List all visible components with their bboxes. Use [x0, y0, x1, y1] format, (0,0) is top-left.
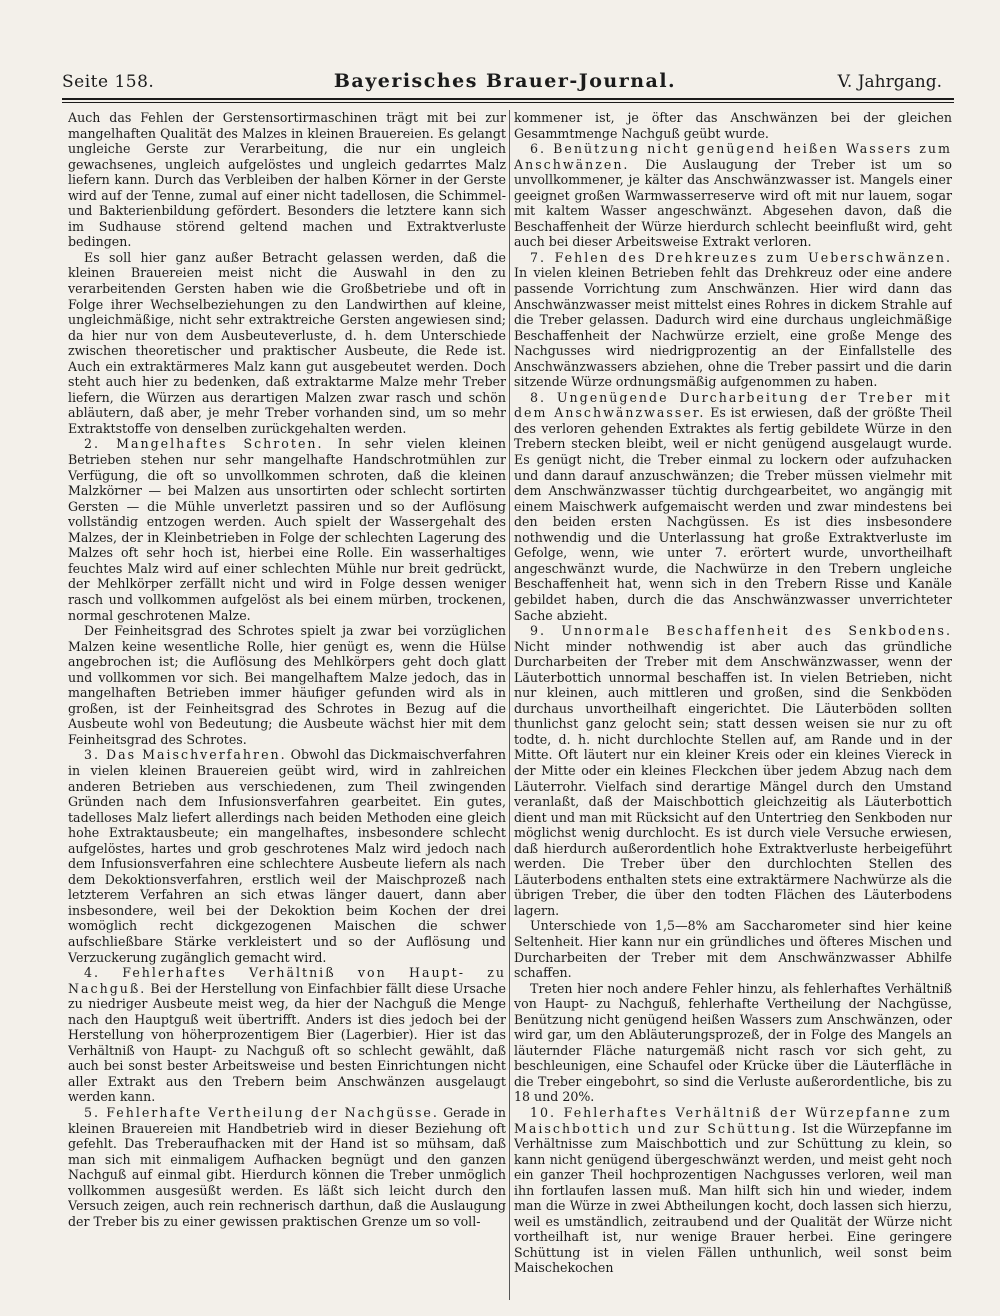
paragraph-text: Ist die Würzepfanne im Verhältnisse zum Maischbottich und zur Schüttung zu klein, so kann nicht genügend übergeschwänzt werden, und meist geht noch ein ganzer Theil hochprozentigen Nachgusses verloren, weil man ihn fortlaufen lassen muß. Man hilft sich hin und wieder, indem man die Würze in zwei Abtheilungen kocht, doch lassen sich hierzu, weil es umständlich, zeitraubend und der Qualität der Würze nicht vortheilhaft ist, nur wenige Brauer herbei. Eine geringere Schüttung ist in vielen Fällen unthunlich, weil sonst beim Maischekochen [514, 1120, 952, 1276]
paragraph-text: Bei der Herstellung von Einfachbier fällt diese Ursache zu niedriger Ausbeute meist weg, da hier der Nachguß die Menge nach den Hauptguß weit übertrifft. Anders ist dies jedoch bei der Herstellung von höherprozentigem Bier (Lagerbier). Hier ist das Verhältniß von Haupt- zu Nachguß oft so schlecht gewählt, daß auch bei sonst bester Arbeitsweise und besten Einrichtungen nicht aller Extrakt aus den Trebern beim Anschwänzen ausgelaugt werden kann. [68, 980, 506, 1105]
section-heading: 7. Fehlen des Drehkreuzes zum Ueberschwänzen. [530, 249, 952, 265]
section-heading: 10. Fehlerhaftes Verhältniß der Würzepfanne zum Maischbottich und zur Schüttung. [514, 1105, 952, 1136]
paragraph-text: Es soll hier ganz außer Betracht gelassen werden, daß die kleinen Brauereien meist nicht die Auswahl in den zu verarbeitenden Gersten haben wie die Großbetriebe und oft in Folge ihrer Wechselbeziehungen zu den Landwirthen auf kleine, ungleichmäßige, nicht sehr extraktreiche Gersten angewiesen sind; da hier nur von dem Ausbeuteverluste, d. h. dem Unterschiede zwischen theoretischer und praktischer Ausbeute, die Rede ist. Auch ein extraktärmeres Malz kann gut ausgebeutet werden. Doch steht auch hier zu bedenken, daß extraktarme Malze mehr Treber liefern, die Würzen aus derartigen Malzen zwar rasch und schön abläutern, daß aber, je mehr Treber vorhanden sind, um so mehr Extraktstoffe von denselben zurückgehalten werden. [68, 249, 506, 436]
paragraph-text: Die Auslaugung der Treber ist um so unvollkommener, je kälter das Anschwänzwasser ist. Mangels einer geeignet großen Warmwasserreserve wird oft mit nur lauem, sogar mit kaltem Wasser angeschwänzt. Abgesehen davon, daß die Beschaffenheit der Würze hierdurch schlecht beeinflußt wird, geht auch bei dieser Arbeitsweise Extrakt verloren. [514, 156, 952, 250]
paragraph [514, 250, 952, 390]
section-heading: 6. Benützung nicht genügend heißen Wassers zum Anschwänzen. [514, 141, 952, 172]
paragraph-text: In vielen kleinen Betrieben fehlt das Drehkreuz oder eine andere passende Vorrichtung zum Anschwänzen. Hier wird dann das Anschwänzwasser meist mittelst eines Rohres in dickem Strahle auf die Treber gelassen. Dadurch wird eine durchaus ungleichmäßige Beschaffenheit der Nachwürze erzielt, eine große Menge des Nachgusses wird niedrigprozentig an der Einfallstelle des Anschwänzwassers abziehen, ohne die Treber passirt und die darin sitzende Würze ordnungsmäßig aufgenommen zu haben. [514, 265, 952, 390]
paragraph [514, 981, 952, 1105]
section-heading: 4. Fehlerhaftes Verhältniß von Haupt- zu Nachguß. [68, 965, 506, 996]
paragraph-text: Treten hier noch andere Fehler hinzu, als fehlerhaftes Verhältniß von Haupt- zu Nachguß, fehlerhafte Vertheilung der Nachgüsse, Benützung nicht genügend heißen Wassers zum Anschwänzen, oder wird gar, um den Abläuterungsprozeß, der in Folge des Mangels an läuternder Fläche naturgemäß nicht rasch vor sich geht, zu beschleunigen, eine Schaufel oder Krücke über die Läuterfläche in die Treber eingebohrt, so sind die Verluste außerordentliche, bis zu 18 und 20%. [514, 980, 952, 1105]
column-divider [509, 110, 510, 1300]
paragraph [68, 250, 506, 437]
section-heading: 3. Das Maischverfahren. [84, 747, 287, 763]
paragraph [514, 918, 952, 980]
paragraph-text: kommener ist, je öfter das Anschwänzen bei der gleichen Gesammtmenge Nachguß geübt wurde. [514, 110, 952, 141]
volume-label: V. Jahrgang. [837, 72, 942, 92]
section-heading: 5. Fehlerhafte Vertheilung der Nachgüsse. [84, 1105, 439, 1120]
paragraph-text: Unterschiede von 1,5—8% am Saccharometer sind hier keine Seltenheit. Hier kann nur ein gründliches und öfteres Mischen und Durcharbeiten der Treber mit dem Anschwänzwasser Abhilfe schaffen. [514, 918, 952, 981]
paragraph [68, 1105, 506, 1229]
page-header [0, 0, 1000, 112]
paragraph [68, 747, 506, 965]
header-rule [62, 98, 954, 100]
paragraph [68, 436, 506, 623]
paragraph [514, 390, 952, 623]
paragraph [514, 110, 952, 141]
right-column [514, 110, 952, 1300]
paragraph-text: Nicht minder nothwendig ist aber auch das gründliche Durcharbeiten der Treber mit dem Anschwänzwasser, wenn der Läuterbottich unnormal beschaffen ist. In vielen Betrieben, nicht nur kleinen, auch mittleren und großen, sind die Senkböden durchaus unvortheilhaft eingerichtet. Die Läuterböden sollten thunlichst ganz gelocht sein; statt dessen weisen sie nur zu oft todte, d. h. nicht durchlochte Stellen auf, am Rande und in der Mitte. Oft läutert nur ein kleiner Kreis oder ein kleines Viereck in der Mitte oder ein kleines Fleckchen über jedem Abzug nach dem Läuterrohr. Vielfach sind derartige Mängel durch den Umstand veranlaßt, daß der Maischbottich gleichzeitig als Läuterbottich dient und man mit Rücksicht auf den Untertrieg den Senkboden nur möglichst wenig durchlocht. Es ist durch viele Versuche erwiesen, daß hierdurch außerordentlich hohe Extraktverluste herbeigeführt werden. Die Treber über den durchlochten Stellen des Läuterbodens enthalten stets eine extraktärmere Nachwürze als die übrigen Treber, die über den todten Flächen des Läuterbodens lagern. [514, 638, 952, 918]
paragraph-text: Obwohl das Dickmaischverfahren in vielen kleinen Brauereien geübt wird, wird in zahlreichen anderen Betrieben aus verschiedenen, zum Theil zwingenden Gründen nach dem Infusionsverfahren gearbeitet. Ein gutes, tadelloses Malz liefert allerdings nach beiden Methoden eine gleich hohe Extraktausbeute; ein mangelhaftes, insbesondere schlecht aufgelöstes, hartes und grob geschrotenes Malz wird jedoch nach dem Infusionsverfahren eine schlechtere Ausbeute liefern als nach dem Dekoktionsverfahren, erstlich weil der Maischprozeß nach letzterem Verfahren an sich etwas länger dauert, dann aber insbesondere, weil bei der Dekoktion beim Kochen der drei womöglich recht dickgezogenen Maischen die schwer aufschließbare Stärke verkleistert und so der Auflösung und Verzuckerung zugänglich gemacht wird. [68, 747, 506, 965]
journal-title: Bayerisches Brauer-Journal. [333, 70, 677, 92]
section-heading: 9. Unnormale Beschaffenheit des Senkbodens. [530, 623, 952, 639]
section-heading: 2. Mangelhaftes Schroten. [84, 436, 324, 452]
paragraph-text: Gerade in kleinen Brauereien mit Handbetrieb wird in dieser Beziehung oft gefehlt. Das Treberaufhacken mit der Hand ist so mühsam, daß man sich mit einmaligem Aufhacken begnügt und den ganzen Nachguß auf einmal gibt. Hierdurch können die Treber unmöglich vollkommen ausgesüßt werden. Es läßt sich leicht durch den Versuch zeigen, auch rein rechnerisch darthun, daß die Auslaugung der Treber bis zu einer gewissen praktischen Grenze um so voll- [68, 1105, 506, 1229]
paragraph [514, 141, 952, 250]
paragraph [68, 623, 506, 747]
paragraph-text: Auch das Fehlen der Gerstensortirmaschinen trägt mit bei zur mangelhaften Qualität des Malzes in kleinen Brauereien. Es gelangt ungleiche Gerste zur Verarbeitung, die nur ein ungleich gewachsenes, ungleich aufgelöstes und ungleich gedarrtes Malz liefern kann. Durch das Verbleiben der halben Körner in der Gerste wird auf der Tenne, zumal auf einer nicht tadellosen, die Schimmel- und Bakterienbildung gefördert. Besonders die letztere kann sich im Sudhause störend geltend machen und Extraktverluste bedingen. [68, 110, 506, 250]
left-column [68, 110, 506, 1300]
section-heading: 8. Ungenügende Durcharbeitung der Treber mit dem Anschwänzwasser. [514, 389, 952, 421]
page-number: Seite 158. [62, 72, 155, 92]
paragraph-text: Der Feinheitsgrad des Schrotes spielt ja zwar bei vorzüglichen Malzen keine wesentliche Rolle, hier genügt es, wenn die Hülse angebrochen ist; die Auflösung des Mehlkörpers geht doch glatt und vollkommen vor sich. Bei mangelhaftem Malze jedoch, das in mangelhaften Betrieben immer häufiger gefunden wird als in großen, ist der Feinheitsgrad des Schrotes in Bezug auf die Ausbeute wohl von Bedeutung; die Ausbeute wächst hier mit dem Feinheitsgrad des Schrotes. [68, 623, 506, 747]
paragraph [514, 1105, 952, 1276]
paragraph-text: Es ist erwiesen, daß der größte Theil des verloren gehenden Extraktes als fertig gebildete Würze in den Trebern stecken bleibt, weil er nicht genügend ausgelaugt wurde. Es genügt nicht, die Treber einmal zu lockern oder aufzuhacken und dann darauf anzuschwänzen; die Treber müssen vielmehr mit dem Anschwänzwasser tüchtig durchgearbeitet, wo angängig mit einem Maischwerk aufgemaischt werden und zwar mindestens bei den beiden ersten Nachgüssen. Es ist dies insbesondere nothwendig und die Unterlassung hat große Extraktverluste im Gefolge, wenn, wie unter 7. erörtert wurde, unvortheilhaft angeschwänzt wurde, die Nachwürze in den Trebern ungleiche Beschaffenheit hat, wenn sich in den Trebern Risse und Kanäle gebildet haben, durch die das Anschwänzwasser unverrichteter Sache abzieht. [514, 405, 952, 623]
paragraph-text: In sehr vielen kleinen Betrieben stehen nur sehr mangelhafte Handschrotmühlen zur Verfügung, die oft so unvollkommen schroten, daß die kleinen Malzkörner — bei Malzen aus unsortirten oder schlecht sortirten Gersten — die Mühle unverletzt passiren und so der Auflösung vollständig entzogen werden. Auch spielt der Wassergehalt des Malzes, der in Kleinbetrieben in Folge der schlechten Lagerung des Malzes oft sehr hoch ist, hierbei eine Rolle. Ein wasserhaltiges feuchtes Malz wird auf einer schlechten Mühle nur breit gedrückt, der Mehlkörper zerfällt nicht und wird in Folge dessen weniger rasch und vollkommen aufgelöst als bei einem mürben, trockenen, normal geschrotenen Malze. [68, 436, 506, 623]
header-rule-thin [62, 102, 954, 103]
paragraph [68, 110, 506, 250]
paragraph [514, 623, 952, 918]
paragraph [68, 965, 506, 1105]
